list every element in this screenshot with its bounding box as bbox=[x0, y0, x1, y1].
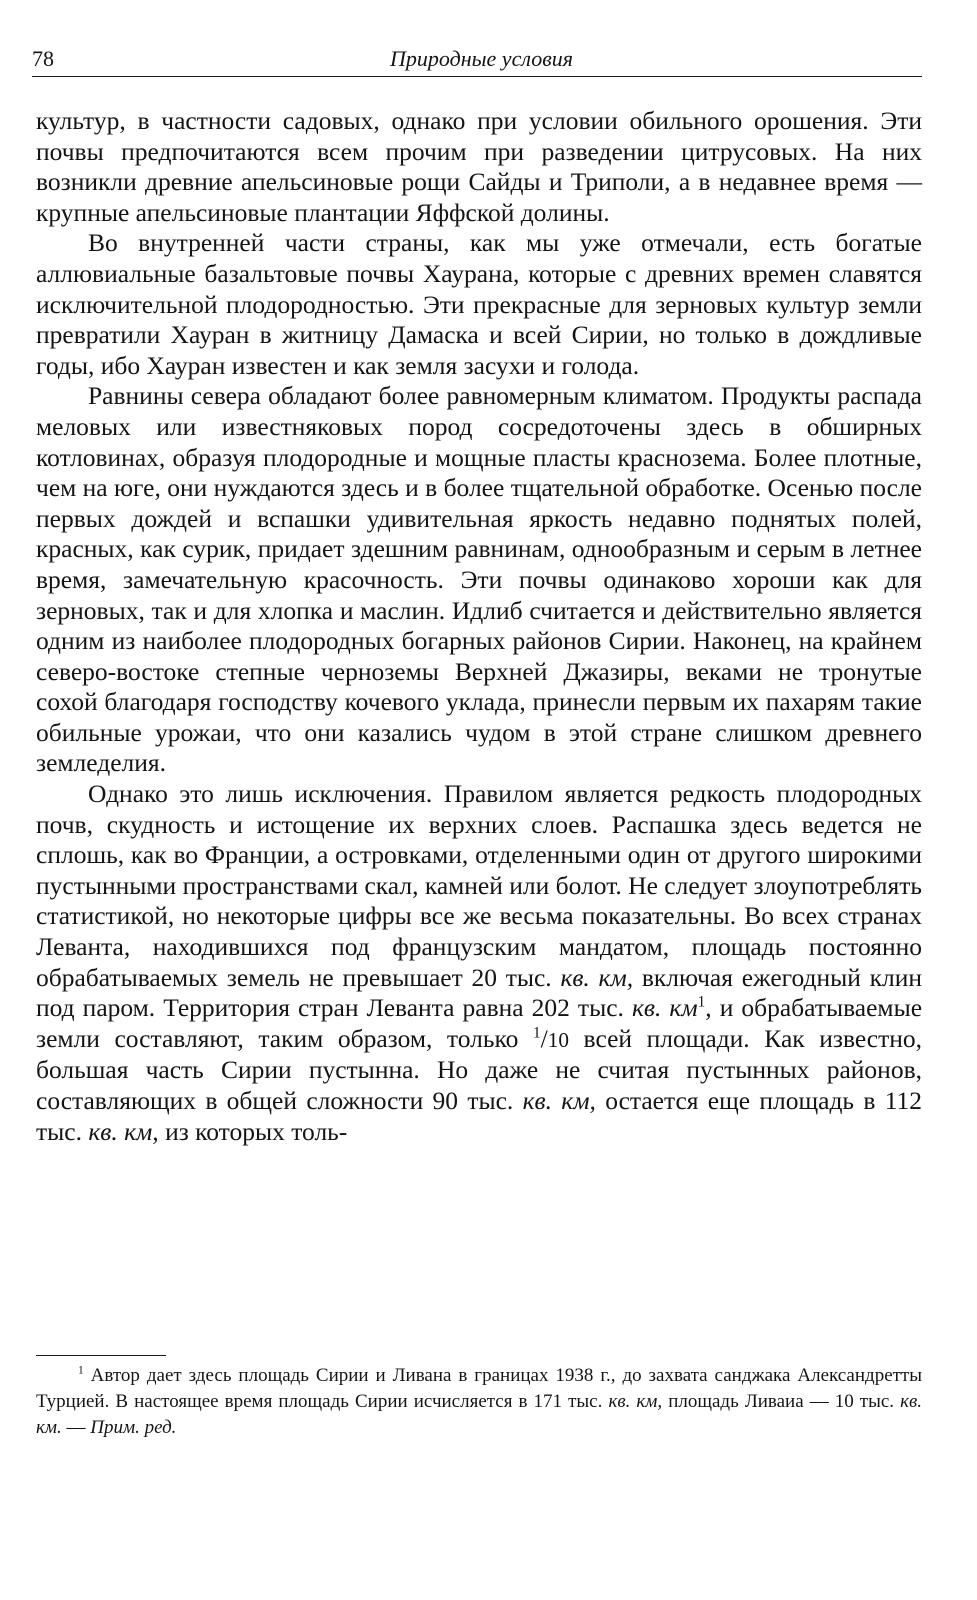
footnote-dash: — bbox=[66, 1417, 86, 1438]
fraction: $^1$/10 bbox=[532, 1023, 569, 1053]
paragraph-4-text-d: всей площади. Как известно, большая часть Сирии пустынна. Но даже не считая пустынных районов, составляющих в общей сложности 90 тыс. bbox=[36, 1023, 923, 1115]
footnote-text-a: Автор дает здесь площадь Сирии и Ливана в границах 1938 г., до захвата санджака Александретты Турцией. В настоящее время площадь Сирии исчисляется в 171 тыс. bbox=[36, 1365, 923, 1412]
paragraph-1: культур, в частности садовых, однако при условии обильного орошения. Эти почвы предпочитаются всем прочим при разведении цитрусовых. На них возникли древние апельсиновые рощи Сайды и Триполи, а в недавнее время — крупные апельсиновые плантации Яффской долины. bbox=[36, 106, 922, 227]
paragraph-2: Во внутренней части страны, как мы уже отмечали, есть богатые аллювиальные базальтовые почвы Хаурана, которые с древних времен славятся исключительной плодородностью. Эти прекрасные для зерновых культур земли превратили Хауран в житницу Дамаска и всей Сирии, но только в дождливые годы, ибо Хауран известен и как земля засухи и голода. bbox=[36, 228, 922, 380]
paragraph-4-text-e: остается еще площадь в 112 тыс. bbox=[36, 1086, 923, 1146]
footnote-marker: 1 bbox=[78, 1364, 84, 1377]
running-title: Природные условия bbox=[390, 46, 573, 71]
paragraph-4-text-f: из которых толь- bbox=[165, 1116, 348, 1146]
editor-note: Прим. ред. bbox=[90, 1417, 177, 1438]
footnote-reference: 1 bbox=[697, 993, 706, 1011]
unit-sq-km: кв. км, bbox=[522, 1086, 596, 1115]
unit-sq-km: кв. км, bbox=[608, 1391, 663, 1412]
unit-sq-km: кв. км, bbox=[560, 962, 634, 992]
unit-sq-km: кв. км. bbox=[36, 1391, 923, 1438]
paragraph-4-text-c: , и обрабатываемые земли составляют, таким образом, только bbox=[36, 993, 923, 1053]
paragraph-4-text-b: включая ежегодный клин под паром. Территория стран Леванта равна 202 тыс. bbox=[36, 962, 923, 1023]
paragraph-4 bbox=[36, 779, 922, 1147]
footnote bbox=[36, 1363, 922, 1441]
paragraph-3: Равнины севера обладают более равномерным климатом. Продукты распада меловых или известняковых пород сосредоточены здесь в обширных котловинах, образуя плодородные и мощные пласты краснозема. Более плотные, чем на юге, они нуждаются здесь и в более тщательной обработке. Осенью после первых дождей и вспашки удивительная яркость недавно поднятых полей, красных, как сурик, придает здешним равнинам, однообразным и серым в летнее время, замечательную красочность. Эти почвы одинаково хороши как для зерновых, так и для хлопка и маслин. Идлиб считается и действительно является одним из наиболее плодородных богарных районов Сирии. Наконец, на крайнем северо-востоке степные черноземы Верхней Джазиры, веками не тронутые сохой благодаря господству кочевого уклада, принесли первым их пахарям такие обильные урожаи, что они казались чудом в этой стране слишком древнего земледелия. bbox=[36, 381, 922, 778]
unit-sq-km: кв. км bbox=[631, 993, 698, 1023]
unit-sq-km: кв. км, bbox=[88, 1116, 159, 1146]
running-header bbox=[32, 44, 922, 77]
fraction-denominator: 10 bbox=[547, 1027, 569, 1052]
footnote-divider bbox=[36, 1355, 166, 1356]
fraction-numerator: 1 bbox=[532, 1024, 541, 1042]
page-number: 78 bbox=[32, 46, 54, 71]
main-text bbox=[36, 106, 922, 1147]
paragraph-4-text-a: Однако это лишь исключения. Правилом является редкость плодородных почв, скудность и истощение их верхних слоев. Распашка здесь ведется не сплошь, как во Франции, а островками, отделенными один от другого широкими пустынными пространствами скал, камней или болот. Не следует злоупотреблять статистикой, но некоторые цифры все же весьма показательны. Во всех странах Леванта, находившихся под французским мандатом, площадь постоянно обрабатываемых земель не превышает 20 тыс. bbox=[36, 779, 923, 992]
footnote-text-b: площадь Ливаиа — 10 тыс. bbox=[668, 1391, 895, 1412]
